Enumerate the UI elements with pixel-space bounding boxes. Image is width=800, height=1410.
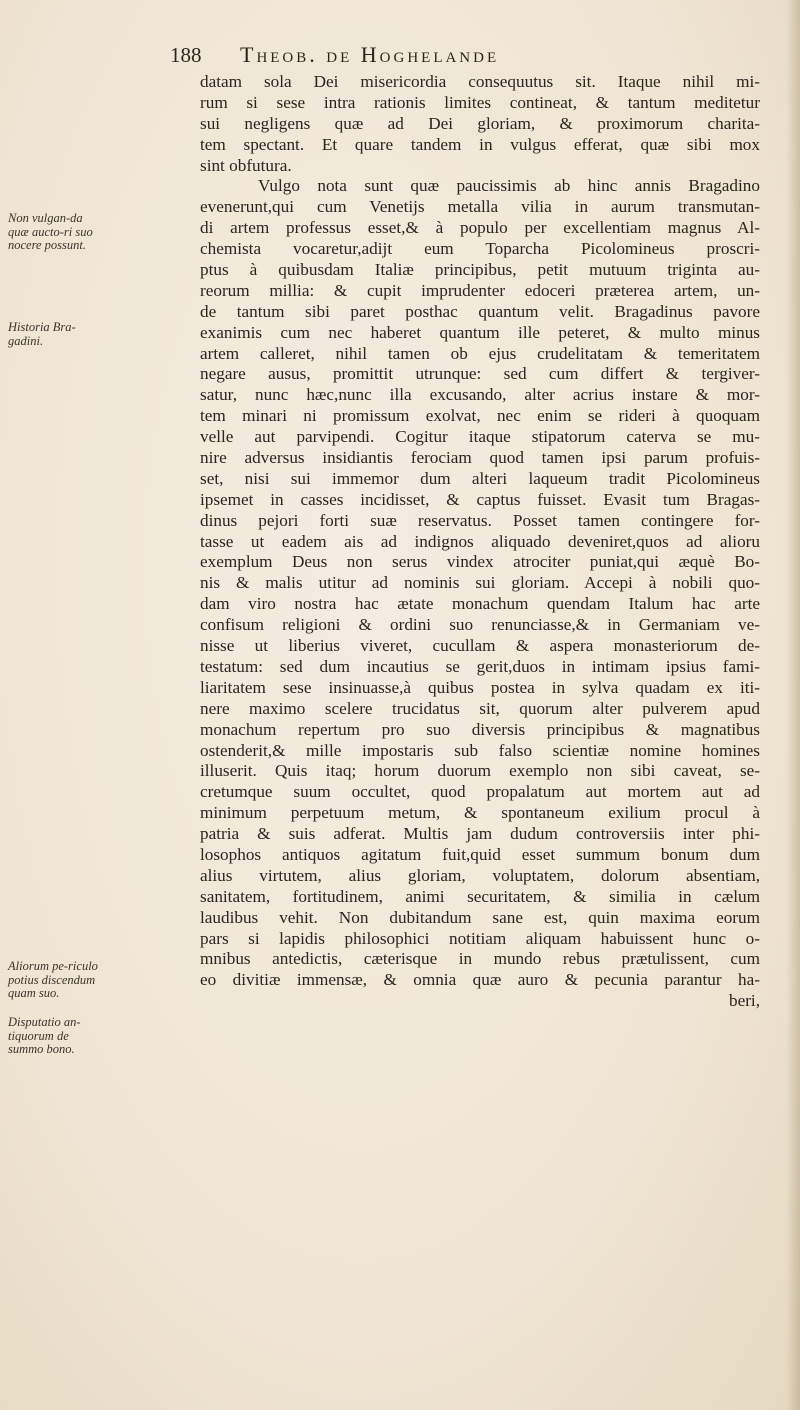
text-line: tem minari ni promissum exolvat, nec enim se rideri à quoquam	[200, 406, 760, 426]
text-line: dinus pejori forti suæ reservatus. Posset tamen contingere for-	[200, 510, 760, 530]
text-line: dam viro nostra hac ætate monachum quendam Italum hac arte	[200, 594, 760, 614]
text-line: datam sola Dei misericordia consequutus sit. Itaque nihil mi-	[200, 72, 760, 91]
text-line: nisse ut liberius viveret, cucullam & aspera monasteriorum de-	[200, 636, 760, 656]
text-line: monachum repertum pro suo diversis principibus & magnatibus	[200, 719, 760, 739]
text-line: chemista vocaretur,adijt eum Toparcha Picolomineus proscri-	[200, 239, 760, 259]
margin-note: Non vulgan-da quæ aucto-ri suo nocere possunt.	[8, 211, 93, 252]
margin-note: Historia Bra-gadini.	[8, 320, 76, 348]
text-line: minimum perpetuum metum, & spontaneum exilium procul à	[200, 803, 760, 823]
text-line: alius virtutem, alius gloriam, voluptatem, dolorum absentiam,	[200, 865, 760, 885]
text-line: artem calleret, nihil tamen ob ejus crudelitatam & temeritatem	[200, 343, 760, 363]
page-edge	[786, 0, 800, 1410]
margin-note: Disputatio an-tiquorum de summo bono.	[8, 1015, 81, 1056]
text-line: ipsemet in casses incidisset, & captus fuisset. Evasit tum Bragas-	[200, 489, 760, 509]
text-line: tasse ut eadem ais ad indignos aliquado deveniret,quos ad alioru	[200, 531, 760, 551]
text-line: Vulgo nota sunt quæ paucissimis ab hinc annis Bragadino	[258, 176, 760, 196]
text-line: de tantum sibi paret posthac quantum velit. Bragadinus pavore	[200, 301, 760, 321]
text-line: reorum millia: & cupit imprudenter edoceri præterea artem, un-	[200, 280, 760, 300]
text-line: confisum religioni & ordini suo renunciasse,& in Germaniam ve-	[200, 615, 760, 635]
text-line: evenerunt,qui cum Venetijs metalla vilia in aurum transmutan-	[200, 197, 760, 217]
text-line: sui negligens quæ ad Dei gloriam, & proximorum charita-	[200, 113, 760, 133]
text-line: negare ausus, promittit utrunque: sed cum differt & tergiver-	[200, 364, 760, 384]
text-line: ostenderit,& mille impostaris sub falso scientiæ nomine homines	[200, 740, 760, 760]
text-line: rum si sese intra rationis limites contineat, & tantum meditetur	[200, 92, 760, 112]
text-line: sint obfutura.	[200, 155, 292, 175]
text-line: velle aut parvipendi. Cogitur itaque stipatorum caterva se mu-	[200, 427, 760, 447]
text-line: set, nisi sui immemor dum alteri laqueum tradit Picolomineus	[200, 468, 760, 488]
running-head: Theob. de Hoghelande	[240, 42, 500, 67]
text-line: nire adversus insidiantis ferociam quod tamen ipsi parum profuis-	[200, 448, 760, 468]
body-text	[200, 72, 760, 1012]
text-line: ptus à quibusdam Italiæ principibus, petit mutuum triginta au-	[200, 260, 760, 280]
text-line: mnibus antedictis, cæterisque in mundo rebus prætulissent, cum	[200, 949, 760, 969]
text-line: beri,	[728, 991, 760, 1011]
page-number: 188	[170, 43, 202, 67]
text-line: testatum: sed dum incautius se gerit,duos in intimam ipsius fami-	[200, 656, 760, 676]
margin-note: Aliorum pe-riculo potius discendum quam suo.	[8, 959, 98, 1000]
text-line: di artem professus esset,& à populo per excellentiam magnus Al-	[200, 218, 760, 238]
text-line: nere maximo scelere trucidatus sit, quorum alter pulverem apud	[200, 698, 760, 718]
text-line: exemplum Deus non serus vindex atrociter puniat,qui æquè Bo-	[200, 552, 760, 572]
text-line: pars si lapidis philosophici notitiam aliquam habuissent hunc o-	[200, 928, 760, 948]
text-line: tem spectant. Et quare tandem in vulgus efferat, quæ sibi mox	[200, 134, 760, 154]
text-line: eo divitiæ immensæ, & omnia quæ auro & pecunia parantur ha-	[200, 970, 760, 990]
text-line: exanimis cum nec haberet quantum ille peteret, & multo minus	[200, 322, 760, 342]
page-header	[170, 42, 760, 68]
text-line: liaritatem sese insinuasse,à quibus postea in sylva quadam ex iti-	[200, 677, 760, 697]
text-line: laudibus vehit. Non dubitandum sane est, quin maxima eorum	[200, 907, 760, 927]
text-line: patria & suis adferat. Multis jam dudum controversiis inter phi-	[200, 824, 760, 844]
text-line: illuserit. Quis itaq; horum duorum exemplo non sibi caveat, se-	[200, 761, 760, 781]
text-line: satur, nunc hæc,nunc illa excusando, alter acrius instare & mor-	[200, 385, 760, 405]
text-line: cretumque suum occultet, quod propalatum aut mortem aut ad	[200, 782, 760, 802]
text-line: sanitatem, fortitudinem, animi securitatem, & similia in cælum	[200, 886, 760, 906]
text-line: nis & malis utitur ad nominis sui gloriam. Accepi à nobili quo-	[200, 573, 760, 593]
text-line: losophos antiquos agitatum fuit,quid esset summum bonum dum	[200, 844, 760, 864]
